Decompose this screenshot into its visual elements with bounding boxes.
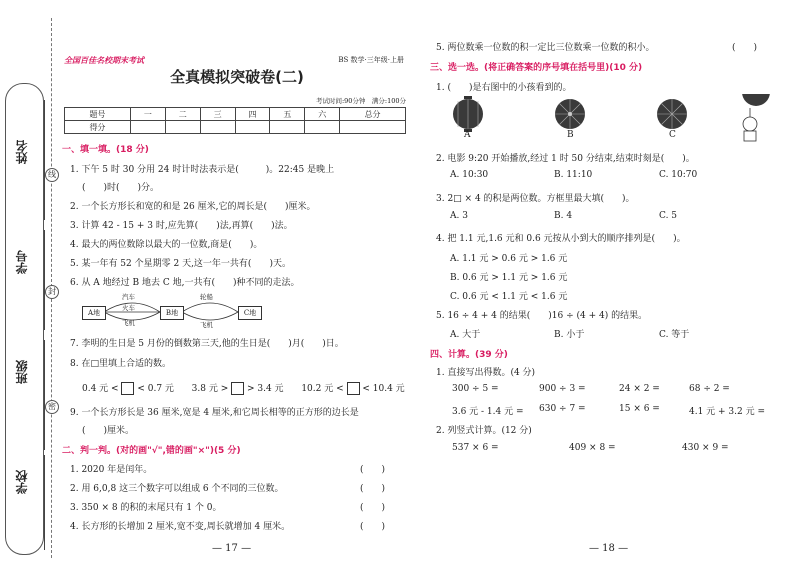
score-cell[interactable] <box>165 121 200 134</box>
score-cell[interactable] <box>340 121 406 134</box>
calc-item: 430 × 9 = <box>682 443 729 453</box>
choice-4-option-a: A. 1.1 元 > 0.6 元 > 1.6 元 <box>450 254 568 264</box>
section-1-heading: 一、填一填。(18 分) <box>62 145 149 155</box>
choice-1-option-b: B <box>567 130 574 140</box>
page-number-left: — 17 — <box>212 543 252 554</box>
table-cell: 一 <box>130 108 165 121</box>
answer-box[interactable] <box>347 382 360 395</box>
score-cell[interactable] <box>235 121 270 134</box>
seal-mark-line: 线 <box>45 168 59 182</box>
choice-1-option-a: A <box>464 130 471 140</box>
table-cell: 五 <box>270 108 305 121</box>
question-8: 8. 在□里填上合适的数。 <box>70 359 171 369</box>
judge-2: 2. 用 6,0,8 这三个数字可以组成 6 个不同的三位数。 <box>70 484 284 494</box>
expr-c-right: < 10.4 元 <box>362 384 405 394</box>
calc-item: 15 × 6 = <box>619 404 660 414</box>
calc-item: 68 ÷ 2 = <box>689 384 730 394</box>
question-8-expressions <box>82 381 405 395</box>
table-cell: 四 <box>235 108 270 121</box>
student-id-line <box>44 230 45 330</box>
section-2-heading: 二、判一判。(对的画"√",错的画"×")(5 分) <box>62 446 241 456</box>
score-cell[interactable] <box>200 121 235 134</box>
binding-sidebar <box>0 0 62 576</box>
choice-4-option-b: B. 0.6 元 > 1.1 元 > 1.6 元 <box>450 273 568 283</box>
calc-item: 300 ÷ 5 = <box>452 384 499 394</box>
name-label: 姓名 <box>15 140 29 164</box>
choice-5-option-b: B. 小于 <box>554 330 585 340</box>
choice-4: 4. 把 1.1 元,1.6 元和 0.6 元按从小到大的顺序排列是( )。 <box>436 234 686 244</box>
choice-3-option-a: A. 3 <box>450 211 468 221</box>
choice-4-option-c: C. 0.6 元 < 1.1 元 < 1.6 元 <box>450 292 568 302</box>
choice-5-option-c: C. 等于 <box>659 330 690 340</box>
section-3-heading: 三、选一选。(将正确答案的序号填在括号里)(10 分) <box>430 63 643 73</box>
question-5: 5. 某一年有 52 个星期零 2 天,这一年一共有( )天。 <box>70 259 291 269</box>
answer-paren[interactable]: ( ) <box>360 503 386 513</box>
class-label: 班级 <box>15 360 29 384</box>
route-label-plane-2: 飞机 <box>200 321 213 329</box>
child-with-lantern-icon <box>742 94 770 141</box>
score-table-header-row <box>65 108 406 121</box>
place-a: A地 <box>82 306 106 320</box>
route-label-train: 火车 <box>122 304 135 312</box>
choice-2: 2. 电影 9:20 开始播放,经过 1 时 50 分结束,结束时刻是( )。 <box>436 154 695 164</box>
table-cell: 六 <box>305 108 340 121</box>
score-cell[interactable] <box>270 121 305 134</box>
exam-meta: 考试时间:90分钟 满分:100分 <box>315 97 406 105</box>
choice-5-option-a: A. 大于 <box>450 330 481 340</box>
expr-b-left: 3.8 元 > <box>191 384 229 394</box>
seal-mark-secret: 密 <box>45 400 59 414</box>
route-diagram <box>82 290 257 330</box>
section-4-heading: 四、计算。(39 分) <box>430 350 508 360</box>
calc-item: 4.1 元 + 3.2 元 = <box>689 407 766 417</box>
answer-paren[interactable]: ( ) <box>732 43 758 53</box>
table-cell: 总分 <box>340 108 406 121</box>
answer-paren[interactable]: ( ) <box>360 522 386 532</box>
table-cell: 三 <box>200 108 235 121</box>
name-line <box>44 100 45 220</box>
route-label-ship: 轮船 <box>200 293 213 301</box>
question-4: 4. 最大的两位数除以最大的一位数,商是( )。 <box>70 240 263 250</box>
choice-2-option-a: A. 10:30 <box>450 170 489 180</box>
calc-item: 409 × 8 = <box>569 443 616 453</box>
score-cell[interactable] <box>305 121 340 134</box>
lantern-a-icon <box>453 96 483 132</box>
score-table-score-row <box>65 121 406 134</box>
calc-item: 537 × 6 = <box>452 443 499 453</box>
choice-1-option-c: C <box>669 130 676 140</box>
grade-text: BS 数学·三年级·上册 <box>338 56 404 64</box>
question-7: 7. 李明的生日是 5 月份的倒数第三天,他的生日是( )月( )日。 <box>70 339 344 349</box>
question-2: 2. 一个长方形长和宽的和是 26 厘米,它的周长是( )厘米。 <box>70 202 316 212</box>
choice-1-figure <box>444 94 794 144</box>
table-cell: 题号 <box>65 108 131 121</box>
umbrella-c-icon <box>657 99 687 129</box>
question-1a: 1. 下午 5 时 30 分用 24 时计时法表示是( )。22:45 是晚上 <box>70 165 335 175</box>
answer-box[interactable] <box>121 382 134 395</box>
calc-2: 2. 列竖式计算。(12 分) <box>436 426 532 436</box>
brand-text: 全国百佳名校期末考试 <box>64 55 144 65</box>
judge-4: 4. 长方形的长增加 2 厘米,宽不变,周长就增加 4 厘米。 <box>70 522 291 532</box>
table-cell: 得分 <box>65 121 131 134</box>
expr-a-left: 0.4 元 < <box>82 384 119 394</box>
score-table <box>64 107 406 134</box>
choice-2-option-c: C. 10:70 <box>659 170 698 180</box>
choice-1: 1. ( )是右图中的小孩看到的。 <box>436 83 572 93</box>
umbrella-b-icon <box>555 99 585 129</box>
expr-a-right: < 0.7 元 <box>137 384 174 394</box>
answer-paren[interactable]: ( ) <box>360 465 386 475</box>
judge-5: 5. 两位数乘一位数的积一定比三位数乘一位数的积小。 <box>436 43 655 53</box>
expr-b-right: > 3.4 元 <box>246 384 284 394</box>
school-line <box>44 455 45 550</box>
page-title: 全真模拟突破卷(二) <box>170 68 304 86</box>
judge-3: 3. 350 × 8 的积的末尾只有 1 个 0。 <box>70 503 222 513</box>
choice-2-option-b: B. 11:10 <box>554 170 593 180</box>
right-page <box>424 0 800 576</box>
choice-3-option-c: C. 5 <box>659 211 678 221</box>
calc-item: 900 ÷ 3 = <box>539 384 586 394</box>
calc-1: 1. 直接写出得数。(4 分) <box>436 368 536 378</box>
expr-c-left: 10.2 元 < <box>301 384 344 394</box>
calc-item: 3.6 元 - 1.4 元 = <box>452 407 524 417</box>
class-line <box>44 340 45 450</box>
seal-mark-seal: 封 <box>45 285 59 299</box>
table-cell: 二 <box>165 108 200 121</box>
route-label-car: 汽车 <box>122 293 135 301</box>
question-3: 3. 计算 42 - 15 + 3 时,应先算( )法,再算( )法。 <box>70 221 293 231</box>
calc-item: 24 × 2 = <box>619 384 660 394</box>
question-6: 6. 从 A 地经过 B 地去 C 地,一共有( )种不同的走法。 <box>70 278 300 288</box>
calc-item: 630 ÷ 7 = <box>539 404 586 414</box>
judge-1: 1. 2020 年是闰年。 <box>70 465 153 475</box>
page-number-right: — 18 — <box>589 543 629 554</box>
place-c: C地 <box>238 306 262 320</box>
choice-3: 3. 2□ × 4 的积是两位数。方框里最大填( )。 <box>436 194 635 204</box>
left-page <box>62 0 412 576</box>
place-b: B地 <box>160 306 184 320</box>
question-9b: ( )厘米。 <box>82 426 135 436</box>
score-cell[interactable] <box>130 121 165 134</box>
choice-3-option-b: B. 4 <box>554 211 573 221</box>
question-9a: 9. 一个长方形长是 36 厘米,宽是 4 厘米,和它周长相等的正方形的边长是 <box>70 408 359 418</box>
answer-paren[interactable]: ( ) <box>360 484 386 494</box>
student-id-label: 学号 <box>15 250 29 274</box>
choice-5: 5. 16 ÷ 4 + 4 的结果( )16 ÷ (4 + 4) 的结果。 <box>436 311 648 321</box>
school-label: 学校 <box>15 470 29 494</box>
route-label-plane: 飞机 <box>122 319 135 327</box>
answer-box[interactable] <box>231 382 244 395</box>
question-1b: ( )时( )分。 <box>82 183 160 193</box>
